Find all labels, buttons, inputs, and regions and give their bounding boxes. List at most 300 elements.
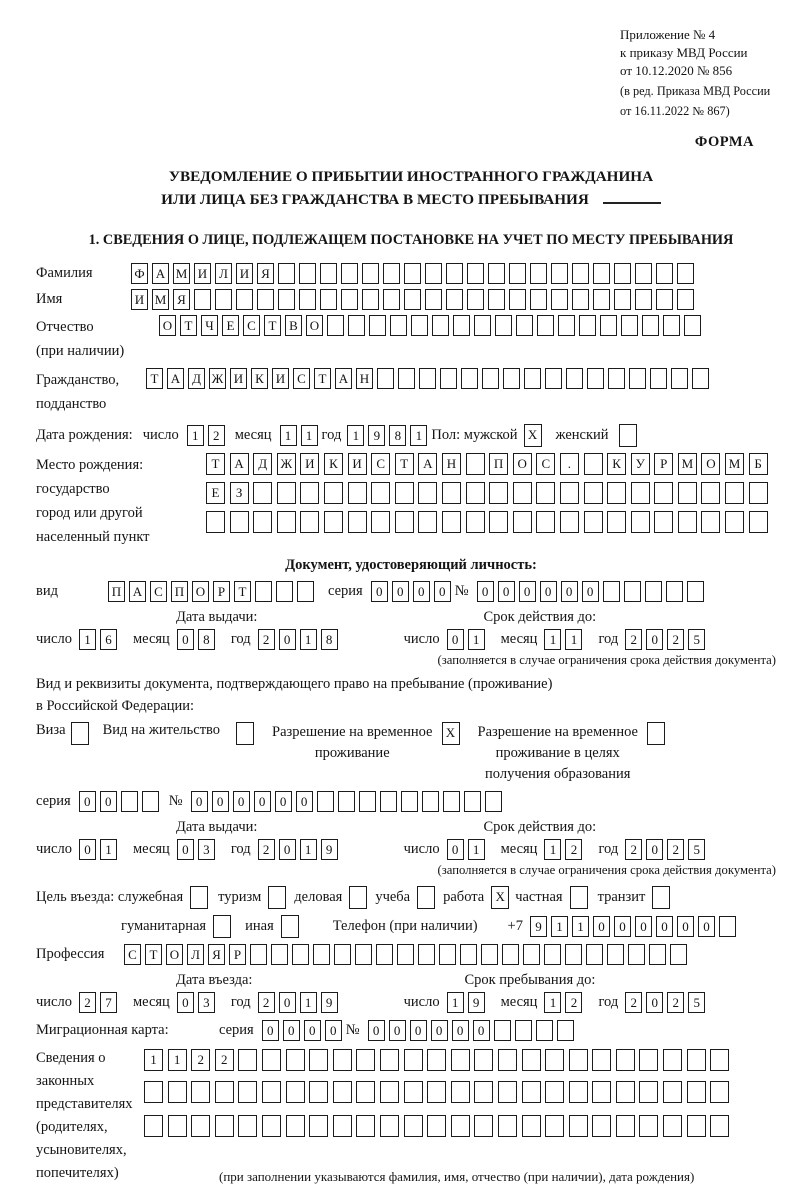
char-cell[interactable] [333, 1081, 352, 1103]
char-cell[interactable] [238, 1049, 257, 1071]
char-cell[interactable] [341, 289, 358, 310]
char-cell[interactable] [710, 1049, 729, 1071]
char-cell[interactable]: Т [206, 453, 225, 475]
char-cell[interactable] [503, 368, 520, 389]
char-cell[interactable] [570, 886, 588, 909]
char-cell[interactable]: 2 [625, 839, 642, 860]
char-cell[interactable] [255, 581, 272, 602]
char-cell[interactable] [749, 511, 768, 533]
char-cell[interactable]: Т [180, 315, 197, 336]
char-cell[interactable] [513, 482, 532, 504]
char-cell[interactable] [639, 1049, 658, 1071]
char-cell[interactable]: О [306, 315, 323, 336]
char-cell[interactable]: 1 [301, 425, 318, 446]
char-cell[interactable] [362, 289, 379, 310]
char-cell[interactable]: 9 [321, 839, 338, 860]
char-cell[interactable]: 0 [279, 992, 296, 1013]
char-cell[interactable]: Ч [201, 315, 218, 336]
char-cell[interactable]: 1 [447, 992, 464, 1013]
char-cell[interactable]: X [524, 424, 542, 447]
char-cell[interactable]: 0 [656, 916, 673, 937]
char-cell[interactable] [635, 263, 652, 284]
char-cell[interactable]: 2 [191, 1049, 210, 1071]
char-cell[interactable] [621, 315, 638, 336]
char-cell[interactable]: 5 [688, 992, 705, 1013]
char-cell[interactable] [404, 1081, 423, 1103]
char-cell[interactable] [144, 1115, 163, 1137]
char-cell[interactable] [607, 482, 626, 504]
char-cell[interactable] [560, 482, 579, 504]
char-cell[interactable] [320, 263, 337, 284]
char-cell[interactable] [616, 1115, 635, 1137]
char-cell[interactable] [647, 722, 665, 745]
char-cell[interactable]: 0 [275, 791, 292, 812]
char-cell[interactable] [191, 1081, 210, 1103]
char-cell[interactable]: 1 [544, 839, 561, 860]
char-cell[interactable]: О [192, 581, 209, 602]
char-cell[interactable] [677, 263, 694, 284]
char-cell[interactable] [268, 886, 286, 909]
char-cell[interactable] [215, 1115, 234, 1137]
char-cell[interactable] [494, 1020, 511, 1041]
char-cell[interactable] [495, 315, 512, 336]
char-cell[interactable] [446, 263, 463, 284]
char-cell[interactable] [516, 315, 533, 336]
char-cell[interactable]: И [194, 263, 211, 284]
char-cell[interactable]: 0 [304, 1020, 321, 1041]
char-cell[interactable] [654, 511, 673, 533]
char-cell[interactable]: 0 [177, 839, 194, 860]
char-cell[interactable] [725, 482, 744, 504]
char-cell[interactable]: 0 [593, 916, 610, 937]
char-cell[interactable]: Е [206, 482, 225, 504]
char-cell[interactable] [262, 1115, 281, 1137]
char-cell[interactable]: 2 [565, 992, 582, 1013]
char-cell[interactable]: О [159, 315, 176, 336]
char-cell[interactable] [663, 1115, 682, 1137]
char-cell[interactable] [536, 511, 555, 533]
char-cell[interactable] [377, 368, 394, 389]
char-cell[interactable] [451, 1049, 470, 1071]
char-cell[interactable] [557, 1020, 574, 1041]
char-cell[interactable]: 0 [279, 629, 296, 650]
char-cell[interactable] [536, 482, 555, 504]
char-cell[interactable] [652, 886, 670, 909]
char-cell[interactable] [453, 315, 470, 336]
char-cell[interactable]: 0 [79, 839, 96, 860]
char-cell[interactable] [524, 368, 541, 389]
char-cell[interactable]: 8 [321, 629, 338, 650]
char-cell[interactable]: 2 [667, 992, 684, 1013]
char-cell[interactable]: 0 [254, 791, 271, 812]
char-cell[interactable] [628, 944, 645, 965]
char-cell[interactable] [701, 482, 720, 504]
char-cell[interactable] [656, 289, 673, 310]
char-cell[interactable] [631, 511, 650, 533]
char-cell[interactable] [359, 791, 376, 812]
char-cell[interactable] [587, 368, 604, 389]
char-cell[interactable] [502, 944, 519, 965]
char-cell[interactable]: 0 [646, 992, 663, 1013]
char-cell[interactable]: 1 [300, 839, 317, 860]
char-cell[interactable] [404, 1049, 423, 1071]
char-cell[interactable] [592, 1049, 611, 1071]
char-cell[interactable] [551, 289, 568, 310]
char-cell[interactable] [678, 511, 697, 533]
char-cell[interactable] [356, 1115, 375, 1137]
char-cell[interactable]: К [251, 368, 268, 389]
char-cell[interactable]: А [167, 368, 184, 389]
char-cell[interactable] [451, 1115, 470, 1137]
char-cell[interactable] [560, 511, 579, 533]
char-cell[interactable]: 0 [434, 581, 451, 602]
char-cell[interactable] [349, 886, 367, 909]
char-cell[interactable] [425, 289, 442, 310]
char-cell[interactable] [619, 424, 637, 447]
char-cell[interactable] [383, 263, 400, 284]
char-cell[interactable] [692, 368, 709, 389]
char-cell[interactable]: 2 [208, 425, 225, 446]
char-cell[interactable] [545, 368, 562, 389]
char-cell[interactable] [536, 1020, 553, 1041]
char-cell[interactable] [411, 315, 428, 336]
char-cell[interactable]: С [243, 315, 260, 336]
char-cell[interactable]: С [371, 453, 390, 475]
char-cell[interactable] [168, 1081, 187, 1103]
char-cell[interactable]: 0 [296, 791, 313, 812]
char-cell[interactable] [649, 944, 666, 965]
char-cell[interactable]: П [171, 581, 188, 602]
char-cell[interactable]: 0 [582, 581, 599, 602]
char-cell[interactable] [684, 315, 701, 336]
char-cell[interactable] [215, 289, 232, 310]
char-cell[interactable] [262, 1081, 281, 1103]
char-cell[interactable]: А [230, 453, 249, 475]
char-cell[interactable] [253, 511, 272, 533]
char-cell[interactable] [466, 453, 485, 475]
char-cell[interactable] [566, 368, 583, 389]
char-cell[interactable]: Ж [209, 368, 226, 389]
char-cell[interactable] [327, 315, 344, 336]
char-cell[interactable]: И [230, 368, 247, 389]
char-cell[interactable] [277, 482, 296, 504]
char-cell[interactable] [348, 482, 367, 504]
char-cell[interactable] [584, 511, 603, 533]
char-cell[interactable]: . [560, 453, 579, 475]
char-cell[interactable]: 2 [258, 839, 275, 860]
char-cell[interactable]: Т [146, 368, 163, 389]
char-cell[interactable]: 1 [551, 916, 568, 937]
char-cell[interactable] [488, 263, 505, 284]
char-cell[interactable]: С [536, 453, 555, 475]
char-cell[interactable] [404, 1115, 423, 1137]
char-cell[interactable] [572, 263, 589, 284]
char-cell[interactable] [719, 916, 736, 937]
char-cell[interactable] [443, 791, 460, 812]
char-cell[interactable] [749, 482, 768, 504]
char-cell[interactable]: И [272, 368, 289, 389]
char-cell[interactable]: К [607, 453, 626, 475]
char-cell[interactable]: 0 [191, 791, 208, 812]
char-cell[interactable] [236, 289, 253, 310]
char-cell[interactable]: Д [188, 368, 205, 389]
char-cell[interactable] [474, 315, 491, 336]
char-cell[interactable] [418, 944, 435, 965]
char-cell[interactable] [593, 289, 610, 310]
char-cell[interactable]: 0 [392, 581, 409, 602]
char-cell[interactable] [687, 1049, 706, 1071]
char-cell[interactable]: 9 [321, 992, 338, 1013]
char-cell[interactable]: М [725, 453, 744, 475]
char-cell[interactable]: 0 [646, 629, 663, 650]
char-cell[interactable] [670, 944, 687, 965]
char-cell[interactable] [545, 1081, 564, 1103]
char-cell[interactable]: 2 [79, 992, 96, 1013]
char-cell[interactable] [639, 1115, 658, 1137]
char-cell[interactable]: 5 [688, 839, 705, 860]
char-cell[interactable] [277, 511, 296, 533]
char-cell[interactable] [194, 289, 211, 310]
char-cell[interactable] [631, 482, 650, 504]
char-cell[interactable]: А [335, 368, 352, 389]
char-cell[interactable] [710, 1115, 729, 1137]
char-cell[interactable] [338, 791, 355, 812]
char-cell[interactable]: Р [229, 944, 246, 965]
char-cell[interactable]: А [418, 453, 437, 475]
char-cell[interactable]: 1 [347, 425, 364, 446]
char-cell[interactable] [236, 722, 254, 745]
char-cell[interactable] [317, 791, 334, 812]
char-cell[interactable] [309, 1049, 328, 1071]
char-cell[interactable] [371, 511, 390, 533]
char-cell[interactable] [666, 581, 683, 602]
char-cell[interactable] [467, 263, 484, 284]
char-cell[interactable] [593, 263, 610, 284]
char-cell[interactable] [586, 944, 603, 965]
char-cell[interactable] [271, 944, 288, 965]
char-cell[interactable] [380, 1081, 399, 1103]
char-cell[interactable] [276, 581, 293, 602]
char-cell[interactable] [297, 581, 314, 602]
char-cell[interactable]: 1 [79, 629, 96, 650]
char-cell[interactable]: А [152, 263, 169, 284]
char-cell[interactable] [238, 1081, 257, 1103]
char-cell[interactable] [419, 368, 436, 389]
char-cell[interactable] [725, 511, 744, 533]
char-cell[interactable]: Т [264, 315, 281, 336]
char-cell[interactable]: 1 [572, 916, 589, 937]
char-cell[interactable] [687, 1081, 706, 1103]
char-cell[interactable]: Н [442, 453, 461, 475]
char-cell[interactable] [600, 315, 617, 336]
char-cell[interactable] [404, 263, 421, 284]
char-cell[interactable]: 2 [625, 629, 642, 650]
char-cell[interactable] [530, 263, 547, 284]
char-cell[interactable]: П [489, 453, 508, 475]
char-cell[interactable]: 0 [473, 1020, 490, 1041]
char-cell[interactable] [616, 1081, 635, 1103]
char-cell[interactable] [639, 1081, 658, 1103]
char-cell[interactable] [545, 1049, 564, 1071]
char-cell[interactable]: С [150, 581, 167, 602]
char-cell[interactable] [418, 511, 437, 533]
char-cell[interactable] [481, 944, 498, 965]
char-cell[interactable]: 1 [468, 839, 485, 860]
char-cell[interactable] [523, 944, 540, 965]
char-cell[interactable] [278, 263, 295, 284]
char-cell[interactable] [206, 511, 225, 533]
char-cell[interactable] [299, 289, 316, 310]
char-cell[interactable]: Т [314, 368, 331, 389]
char-cell[interactable]: 0 [431, 1020, 448, 1041]
char-cell[interactable] [427, 1049, 446, 1071]
char-cell[interactable] [509, 289, 526, 310]
char-cell[interactable]: Л [187, 944, 204, 965]
char-cell[interactable] [544, 944, 561, 965]
char-cell[interactable] [656, 263, 673, 284]
char-cell[interactable]: И [348, 453, 367, 475]
char-cell[interactable]: 3 [198, 839, 215, 860]
char-cell[interactable] [355, 944, 372, 965]
char-cell[interactable] [579, 315, 596, 336]
char-cell[interactable] [380, 1115, 399, 1137]
char-cell[interactable] [333, 1115, 352, 1137]
char-cell[interactable] [654, 482, 673, 504]
char-cell[interactable] [324, 482, 343, 504]
char-cell[interactable] [362, 263, 379, 284]
char-cell[interactable] [348, 315, 365, 336]
char-cell[interactable] [292, 944, 309, 965]
char-cell[interactable]: 2 [667, 839, 684, 860]
char-cell[interactable] [369, 315, 386, 336]
char-cell[interactable]: 1 [565, 629, 582, 650]
char-cell[interactable]: 7 [100, 992, 117, 1013]
char-cell[interactable] [488, 289, 505, 310]
char-cell[interactable]: П [108, 581, 125, 602]
char-cell[interactable] [142, 791, 159, 812]
char-cell[interactable] [645, 581, 662, 602]
char-cell[interactable]: 9 [468, 992, 485, 1013]
char-cell[interactable] [320, 289, 337, 310]
char-cell[interactable] [551, 263, 568, 284]
char-cell[interactable] [380, 791, 397, 812]
char-cell[interactable] [341, 263, 358, 284]
char-cell[interactable]: X [491, 886, 509, 909]
char-cell[interactable] [558, 315, 575, 336]
char-cell[interactable] [678, 482, 697, 504]
char-cell[interactable] [121, 791, 138, 812]
char-cell[interactable] [427, 1115, 446, 1137]
char-cell[interactable]: 0 [283, 1020, 300, 1041]
char-cell[interactable] [191, 1115, 210, 1137]
char-cell[interactable] [404, 289, 421, 310]
char-cell[interactable] [425, 263, 442, 284]
char-cell[interactable] [710, 1081, 729, 1103]
char-cell[interactable] [376, 944, 393, 965]
char-cell[interactable]: 1 [100, 839, 117, 860]
char-cell[interactable] [515, 1020, 532, 1041]
char-cell[interactable] [461, 368, 478, 389]
char-cell[interactable] [498, 1115, 517, 1137]
char-cell[interactable] [417, 886, 435, 909]
char-cell[interactable]: 3 [198, 992, 215, 1013]
char-cell[interactable] [466, 482, 485, 504]
char-cell[interactable] [418, 482, 437, 504]
char-cell[interactable] [309, 1081, 328, 1103]
char-cell[interactable]: 1 [544, 992, 561, 1013]
char-cell[interactable] [213, 915, 231, 938]
char-cell[interactable]: 0 [646, 839, 663, 860]
char-cell[interactable] [509, 263, 526, 284]
char-cell[interactable] [262, 1049, 281, 1071]
char-cell[interactable] [278, 289, 295, 310]
char-cell[interactable]: 9 [368, 425, 385, 446]
char-cell[interactable] [614, 263, 631, 284]
char-cell[interactable]: Я [208, 944, 225, 965]
char-cell[interactable]: 1 [300, 992, 317, 1013]
char-cell[interactable]: 0 [212, 791, 229, 812]
char-cell[interactable]: 8 [198, 629, 215, 650]
char-cell[interactable]: 0 [177, 992, 194, 1013]
char-cell[interactable] [522, 1115, 541, 1137]
char-cell[interactable]: Я [173, 289, 190, 310]
char-cell[interactable]: Т [145, 944, 162, 965]
char-cell[interactable]: 0 [498, 581, 515, 602]
char-cell[interactable]: 0 [447, 629, 464, 650]
char-cell[interactable]: В [285, 315, 302, 336]
char-cell[interactable] [677, 289, 694, 310]
char-cell[interactable]: И [300, 453, 319, 475]
char-cell[interactable] [230, 511, 249, 533]
char-cell[interactable] [286, 1115, 305, 1137]
char-cell[interactable] [383, 289, 400, 310]
char-cell[interactable]: 1 [144, 1049, 163, 1071]
char-cell[interactable]: 2 [565, 839, 582, 860]
char-cell[interactable]: И [131, 289, 148, 310]
char-cell[interactable] [168, 1115, 187, 1137]
char-cell[interactable]: Д [253, 453, 272, 475]
char-cell[interactable]: 0 [519, 581, 536, 602]
char-cell[interactable] [356, 1081, 375, 1103]
char-cell[interactable] [397, 944, 414, 965]
char-cell[interactable]: Т [234, 581, 251, 602]
char-cell[interactable]: 0 [389, 1020, 406, 1041]
char-cell[interactable] [537, 315, 554, 336]
char-cell[interactable] [522, 1081, 541, 1103]
char-cell[interactable]: 0 [100, 791, 117, 812]
char-cell[interactable]: 2 [215, 1049, 234, 1071]
char-cell[interactable]: 0 [477, 581, 494, 602]
char-cell[interactable]: Ф [131, 263, 148, 284]
char-cell[interactable]: 0 [368, 1020, 385, 1041]
char-cell[interactable]: 0 [410, 1020, 427, 1041]
char-cell[interactable]: 0 [447, 839, 464, 860]
char-cell[interactable] [427, 1081, 446, 1103]
char-cell[interactable] [650, 368, 667, 389]
char-cell[interactable]: М [678, 453, 697, 475]
char-cell[interactable]: О [166, 944, 183, 965]
char-cell[interactable] [489, 511, 508, 533]
char-cell[interactable]: 0 [452, 1020, 469, 1041]
char-cell[interactable] [603, 581, 620, 602]
char-cell[interactable] [513, 511, 532, 533]
char-cell[interactable] [286, 1049, 305, 1071]
char-cell[interactable] [446, 289, 463, 310]
char-cell[interactable]: 2 [667, 629, 684, 650]
char-cell[interactable]: Ж [277, 453, 296, 475]
char-cell[interactable] [530, 289, 547, 310]
char-cell[interactable] [498, 1049, 517, 1071]
